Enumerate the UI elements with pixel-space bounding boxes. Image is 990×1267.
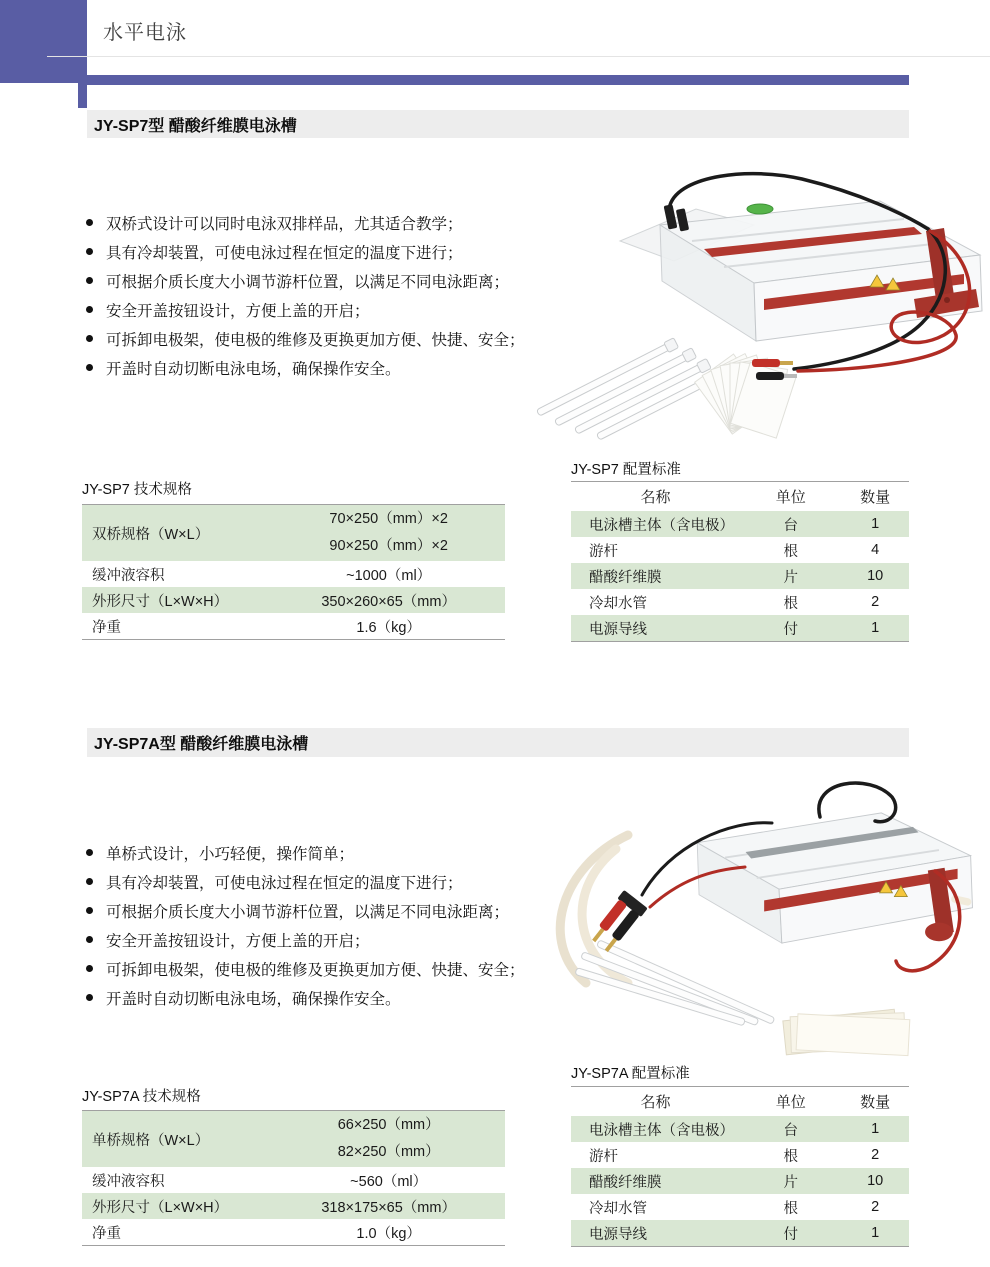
feature-item bbox=[86, 237, 556, 266]
spec-value: 1.0（kg） bbox=[356, 1225, 421, 1242]
feature-text: 具有冷却装置，可使电泳过程在恒定的温度下进行； bbox=[106, 244, 463, 262]
header-rule bbox=[47, 56, 990, 57]
table-row: 电源导线 付 1 bbox=[571, 1220, 909, 1246]
feature-item bbox=[86, 266, 556, 295]
product-photo-jy-sp7a bbox=[520, 775, 990, 1060]
bullet-icon bbox=[86, 248, 93, 255]
feature-item bbox=[86, 867, 556, 896]
column-header: 名称 bbox=[640, 1094, 671, 1111]
table-row bbox=[82, 587, 505, 613]
feature-item bbox=[86, 353, 556, 382]
glass-rods-icon bbox=[536, 338, 728, 442]
page-title: 水平电泳 bbox=[103, 22, 187, 44]
bullet-icon bbox=[86, 907, 93, 914]
spec-value: 66×250（mm） bbox=[337, 1117, 440, 1133]
config-table-title-jy-sp7: JY-SP7 配置标准 bbox=[571, 462, 681, 478]
feature-item bbox=[86, 925, 556, 954]
feature-list-jy-sp7 bbox=[86, 208, 556, 382]
table-header-row bbox=[571, 1087, 909, 1116]
feature-text: 可根据介质长度大小调节游杆位置，以满足不同电泳距离； bbox=[106, 273, 510, 291]
brand-corner-block bbox=[0, 0, 78, 83]
config-table-jy-sp7a bbox=[571, 1086, 909, 1247]
config-table-title-jy-sp7a: JY-SP7A 配置标准 bbox=[571, 1066, 690, 1082]
table-row: 电泳槽主体（含电极） 台 1 bbox=[571, 1116, 909, 1142]
feature-item bbox=[86, 324, 556, 353]
column-header: 单位 bbox=[775, 1094, 806, 1111]
spec-label: 缓冲液容积 bbox=[92, 567, 165, 584]
feature-item bbox=[86, 295, 556, 324]
spec-label: 单桥规格（W×L） bbox=[92, 1132, 210, 1149]
spec-table-title-jy-sp7: JY-SP7 技术规格 bbox=[82, 482, 192, 498]
feature-item bbox=[86, 208, 556, 237]
spec-value: ~1000（ml） bbox=[346, 567, 432, 584]
feature-item bbox=[86, 954, 556, 983]
spec-table-title-jy-sp7a: JY-SP7A 技术规格 bbox=[82, 1089, 201, 1105]
config-table-jy-sp7 bbox=[571, 481, 909, 642]
feature-item bbox=[86, 896, 556, 925]
table-row: 醋酸纤维膜 片 10 bbox=[571, 563, 909, 589]
spec-value: 1.6（kg） bbox=[356, 619, 421, 636]
feature-list-jy-sp7a bbox=[86, 838, 556, 1012]
feature-text: 可拆卸电极架，使电极的维修及更换更加方便、快捷、安全； bbox=[106, 961, 525, 979]
bullet-icon bbox=[86, 994, 93, 1001]
table-row bbox=[82, 561, 505, 587]
column-header: 名称 bbox=[640, 489, 671, 506]
bullet-icon bbox=[86, 277, 93, 284]
feature-item bbox=[86, 838, 556, 867]
spec-value: 82×250（mm） bbox=[337, 1144, 440, 1160]
feature-text: 开盖时自动切断电泳电场，确保操作安全。 bbox=[106, 360, 401, 378]
sheet-stack-icon bbox=[783, 1009, 910, 1055]
feature-text: 可拆卸电极架，使电极的维修及更换更加方便、快捷、安全； bbox=[106, 331, 525, 349]
spec-value: 90×250（mm）×2 bbox=[329, 538, 448, 554]
spec-label: 净重 bbox=[92, 619, 121, 636]
table-header-row bbox=[571, 482, 909, 511]
table-row bbox=[82, 1193, 505, 1219]
spec-value: 70×250（mm）×2 bbox=[329, 511, 448, 527]
bullet-icon bbox=[86, 936, 93, 943]
table-row bbox=[82, 505, 505, 561]
electrophoresis-tank bbox=[620, 201, 982, 341]
bullet-icon bbox=[86, 965, 93, 972]
spec-value: 350×260×65（mm） bbox=[321, 593, 456, 610]
table-row: 游杆 根 4 bbox=[589, 542, 880, 560]
feature-text: 具有冷却装置，可使电泳过程在恒定的温度下进行； bbox=[106, 874, 463, 892]
feature-text: 安全开盖按钮设计，方便上盖的开启； bbox=[106, 302, 370, 320]
product-photo-jy-sp7 bbox=[530, 163, 990, 445]
section-heading-jy-sp7a: JY-SP7A型 醋酸纤维膜电泳槽 bbox=[87, 728, 909, 757]
section-heading-jy-sp7: JY-SP7型 醋酸纤维膜电泳槽 bbox=[87, 110, 909, 138]
spec-label: 外形尺寸（L×W×H） bbox=[92, 593, 229, 610]
glass-rods-icon bbox=[575, 940, 775, 1026]
table-row bbox=[82, 1167, 505, 1193]
table-row: 电源导线 付 1 bbox=[571, 615, 909, 641]
spec-label: 外形尺寸（L×W×H） bbox=[92, 1199, 229, 1216]
spec-label: 缓冲液容积 bbox=[92, 1173, 165, 1190]
table-row bbox=[82, 1219, 505, 1245]
bullet-icon bbox=[86, 219, 93, 226]
table-row: 冷却水管 根 2 bbox=[589, 1199, 880, 1217]
accent-vertical-strip bbox=[78, 0, 87, 108]
spec-label: 净重 bbox=[92, 1225, 121, 1242]
feature-text: 单桥式设计，小巧轻便，操作简单； bbox=[106, 845, 355, 863]
table-row: 冷却水管 根 2 bbox=[589, 594, 880, 612]
bullet-icon bbox=[86, 335, 93, 342]
spec-label: 双桥规格（W×L） bbox=[92, 526, 210, 543]
bullet-icon bbox=[86, 364, 93, 371]
feature-text: 可根据介质长度大小调节游杆位置，以满足不同电泳距离； bbox=[106, 903, 510, 921]
column-header: 单位 bbox=[775, 489, 806, 506]
table-row: 醋酸纤维膜 片 10 bbox=[571, 1168, 909, 1194]
column-header: 数量 bbox=[860, 1094, 891, 1111]
bullet-icon bbox=[86, 306, 93, 313]
spec-value: 318×175×65（mm） bbox=[321, 1199, 456, 1216]
spec-table-jy-sp7 bbox=[82, 504, 505, 640]
feature-text: 开盖时自动切断电泳电场，确保操作安全。 bbox=[106, 990, 401, 1008]
bullet-icon bbox=[86, 849, 93, 856]
spec-table-jy-sp7a bbox=[82, 1110, 505, 1246]
banana-plugs-icon bbox=[588, 890, 648, 955]
accent-horizontal-bar bbox=[87, 75, 909, 85]
column-header: 数量 bbox=[860, 489, 891, 506]
feature-text: 双桥式设计可以同时电泳双排样品，尤其适合教学； bbox=[106, 215, 463, 233]
feature-item bbox=[86, 983, 556, 1012]
table-row: 游杆 根 2 bbox=[589, 1147, 880, 1165]
table-row bbox=[82, 1111, 505, 1167]
electrophoresis-tank bbox=[697, 813, 972, 943]
table-row: 电泳槽主体（含电极） 台 1 bbox=[571, 511, 909, 537]
spec-value: ~560（ml） bbox=[350, 1173, 428, 1190]
table-row bbox=[82, 613, 505, 639]
bullet-icon bbox=[86, 878, 93, 885]
feature-text: 安全开盖按钮设计，方便上盖的开启； bbox=[106, 932, 370, 950]
